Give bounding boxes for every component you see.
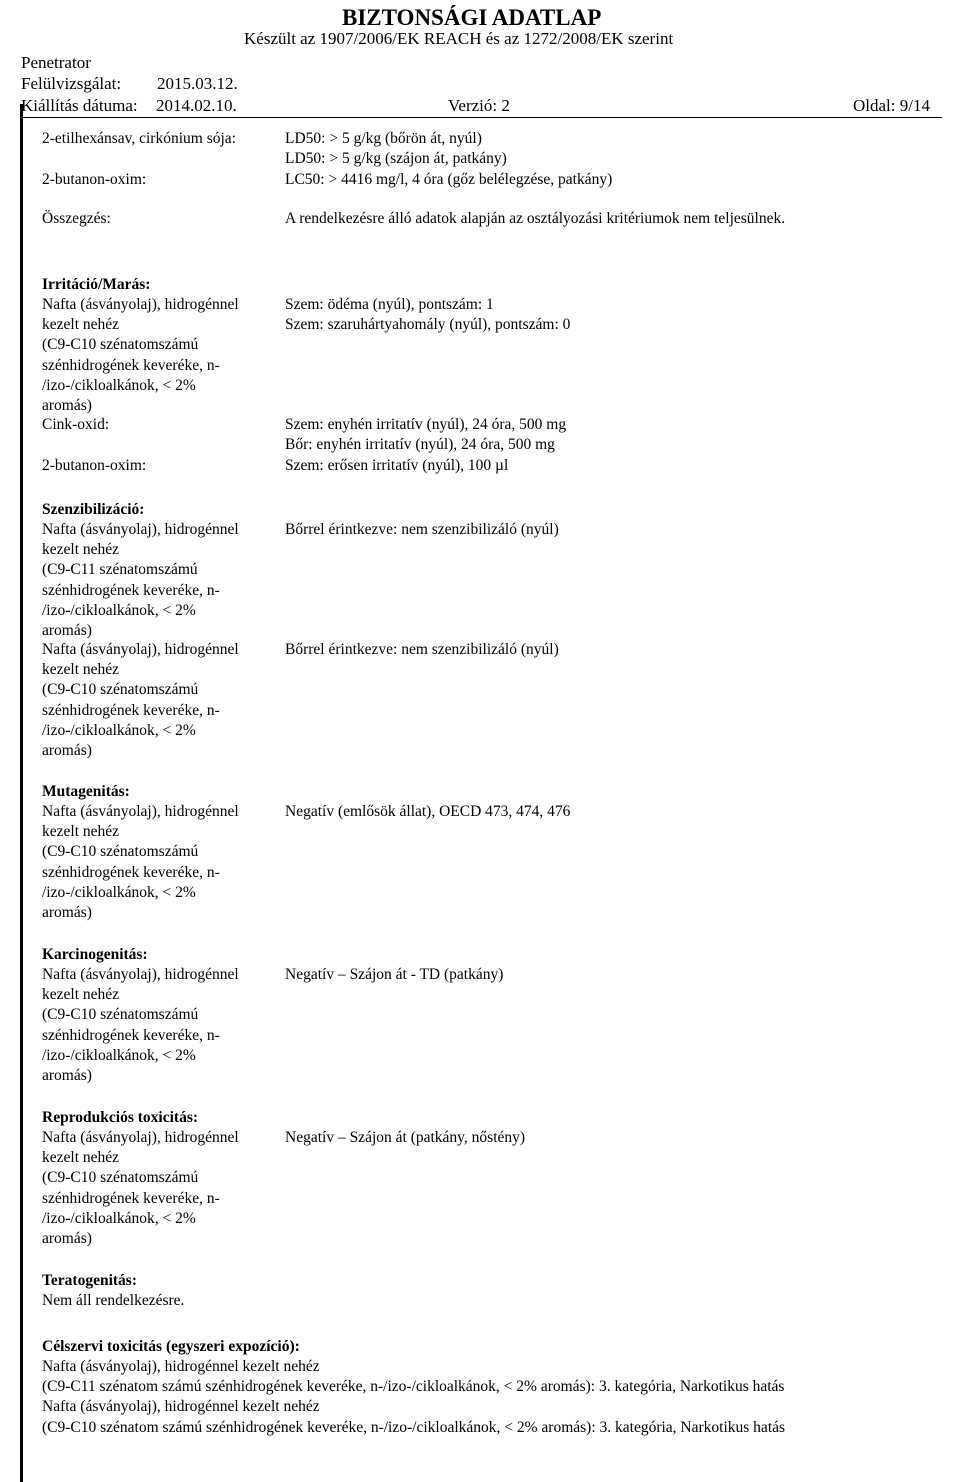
header-rule [20,117,942,118]
substance-line: aromás) [42,1230,92,1248]
substance-line: aromás) [42,622,92,640]
section-heading-sensitization: Szenzibilizáció: [42,501,145,518]
substance-line: (C9-C10 szénatomszámú [42,336,199,354]
document-title: BIZTONSÁGI ADATLAP [342,5,602,30]
section-heading-teratogenicity: Teratogenitás: [42,1272,137,1289]
issue-date: 2014.02.10. [156,96,237,115]
value-line: Bőrrel érintkezve: nem szenzibilizáló (nyúl) [285,521,559,538]
substance-name [42,1128,282,1249]
substance-line: aromás) [42,904,92,922]
revision-label: Felülvizsgálat: [21,74,122,93]
substance-line: (C9-C11 szénatomszámú [42,561,198,579]
stot-line: (C9-C10 szénatom számú szénhidrogének keveréke, n-/izo-/cikloalkánok, < 2% aromás): 3. kategória, Narkotikus hatás [42,1418,786,1436]
row-label: 2-butanon-oxim: [42,171,147,188]
section-heading-irritation: Irritáció/Marás: [42,276,151,293]
value-line: Szem: enyhén irritatív (nyúl), 24 óra, 500 mg [285,416,567,433]
substance-name [42,640,282,761]
substance-line: kezelt nehéz [42,541,120,559]
stot-line: (C9-C11 szénatom számú szénhidrogének keveréke, n-/izo-/cikloalkánok, < 2% aromás): 3. kategória, Narkotikus hatás [42,1378,785,1396]
stot-line: Nafta (ásványolaj), hidrogénnel kezelt nehéz [42,1398,320,1416]
value-line: Negatív – Szájon át - TD (patkány) [285,966,504,983]
value-line: Nem áll rendelkezésre. [42,1292,185,1309]
row-label: Összegzés: [42,210,111,227]
substance-name [42,295,282,416]
stot-line: Nafta (ásványolaj), hidrogénnel kezelt nehéz [42,1358,320,1375]
substance-line: Nafta (ásványolaj), hidrogénnel [42,296,239,313]
substance-line: (C9-C10 szénatomszámú [42,681,199,699]
substance-line: kezelt nehéz [42,316,120,334]
substance-line: kezelt nehéz [42,661,120,679]
substance-line: /izo-/cikloalkánok, < 2% [42,376,196,394]
value-line: Bőrrel érintkezve: nem szenzibilizáló (nyúl) [285,641,559,658]
substance-line: szénhidrogének keveréke, n- [42,581,220,599]
substance-name [42,802,282,923]
page-number: Oldal: 9/14 [853,96,930,115]
substance-line: Nafta (ásványolaj), hidrogénnel [42,803,239,820]
substance-line: (C9-C10 szénatomszámú [42,1006,199,1024]
irritation-values [285,415,566,455]
revision-date: 2015.03.12. [157,74,238,93]
substance-line: Nafta (ásványolaj), hidrogénnel [42,1129,239,1146]
value-line: LD50: > 5 g/kg (szájon át, patkány) [285,150,507,168]
row-label: 2-etilhexánsav, cirkónium sója: [42,130,236,147]
stot-text [42,1357,785,1438]
section-heading-stot: Célszervi toxicitás (egyszeri expozíció): [42,1338,300,1355]
substance-line: /izo-/cikloalkánok, < 2% [42,1209,196,1227]
section-heading-mutagenicity: Mutagenitás: [42,783,130,800]
value-line: LD50: > 5 g/kg (bőrön át, nyúl) [285,130,482,147]
value-line: Negatív (emlősök állat), OECD 473, 474, 476 [285,803,571,820]
substance-line: (C9-C10 szénatomszámú [42,843,199,861]
substance-line: szénhidrogének keveréke, n- [42,1189,220,1207]
value-line: Szem: ödéma (nyúl), pontszám: 1 [285,296,494,313]
substance-line: (C9-C10 szénatomszámú [42,1169,199,1187]
substance-line: kezelt nehéz [42,823,120,841]
value-line: Bőr: enyhén irritatív (nyúl), 24 óra, 500 mg [285,436,555,454]
irritation-values [285,295,570,335]
substance-line: aromás) [42,742,92,760]
value-line: A rendelkezésre álló adatok alapján az osztályozási kritériumok nem teljesülnek. [285,210,786,227]
substance-line: /izo-/cikloalkánok, < 2% [42,721,196,739]
value-line: LC50: > 4416 mg/l, 4 óra (gőz belélegzése, patkány) [285,171,613,188]
left-margin-bar [20,104,23,1482]
substance-line: /izo-/cikloalkánok, < 2% [42,601,196,619]
substance-line: kezelt nehéz [42,986,120,1004]
value-line: Szem: szaruhártyahomály (nyúl), pontszám: 0 [285,316,571,334]
substance-line: /izo-/cikloalkánok, < 2% [42,1046,196,1064]
document-subtitle: Készült az 1907/2006/EK REACH és az 1272/2008/EK szerint [244,29,674,48]
row-label: Cink-oxid: [42,416,110,433]
substance-line: szénhidrogének keveréke, n- [42,356,220,374]
substance-line: szénhidrogének keveréke, n- [42,1026,220,1044]
substance-line: kezelt nehéz [42,1149,120,1167]
section-heading-reproductive: Reprodukciós toxicitás: [42,1109,199,1126]
substance-line: Nafta (ásványolaj), hidrogénnel [42,641,239,658]
substance-line: Nafta (ásványolaj), hidrogénnel [42,521,239,538]
product-name: Penetrator [21,53,91,72]
issue-label: Kiállítás dátuma: [21,96,138,115]
substance-line: szénhidrogének keveréke, n- [42,863,220,881]
value-line: Szem: erősen irritatív (nyúl), 100 µl [285,457,509,474]
section-heading-carcinogenicity: Karcinogenitás: [42,946,148,963]
substance-line: /izo-/cikloalkánok, < 2% [42,883,196,901]
substance-name [42,520,282,641]
substance-line: Nafta (ásványolaj), hidrogénnel [42,966,239,983]
row-values [285,129,507,169]
value-line: Negatív – Szájon át (patkány, nőstény) [285,1129,526,1146]
substance-line: szénhidrogének keveréke, n- [42,701,220,719]
substance-line: aromás) [42,1067,92,1085]
version: Verzió: 2 [448,96,510,115]
row-label: 2-butanon-oxim: [42,457,147,474]
substance-name [42,965,282,1086]
substance-line: aromás) [42,397,92,415]
